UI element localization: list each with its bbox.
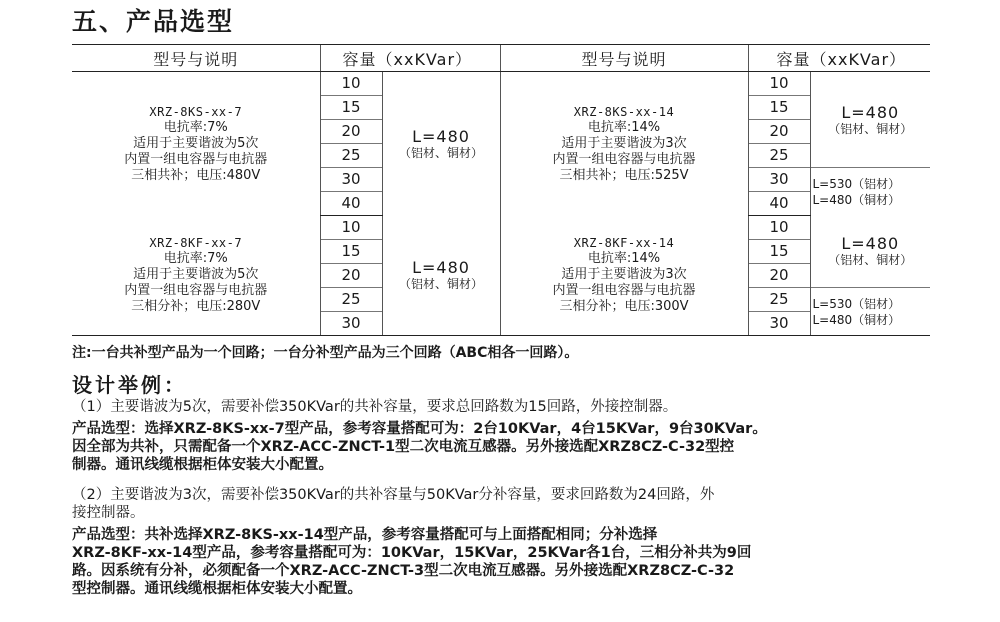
length-cell — [382, 216, 500, 336]
capacity-cell: 15 — [748, 96, 810, 120]
desc-line: 三相共补；电压:525V — [559, 167, 689, 183]
desc-line: 电抗率:7% — [163, 251, 228, 267]
header-model-right: 型号与说明 — [500, 45, 748, 72]
capacity-cell: 15 — [320, 240, 382, 264]
model-code: XRZ-8KF-xx-14 — [573, 236, 675, 251]
material-text: （铝材、铜材） — [398, 277, 483, 292]
paragraph-line: 型控制器。通讯线缆根据柜体安装大小配置。 — [72, 581, 362, 597]
paragraph-line: 接控制器。 — [72, 505, 145, 521]
paragraph-line: 制器。通讯线缆根据柜体安装大小配置。 — [72, 457, 333, 473]
capacity-cell: 40 — [748, 192, 810, 216]
paragraph-line: 产品选型：共补选择XRZ-8KS-xx-14型产品，参考容量搭配可与上面搭配相同；分补选择 — [72, 527, 658, 543]
capacity-cell: 30 — [320, 168, 382, 192]
alt-length-cell — [810, 288, 930, 336]
length-value: L=480 — [412, 258, 470, 278]
model-description-cell — [500, 216, 748, 336]
desc-line: 适用于主要谐波为3次 — [561, 135, 687, 151]
desc-line: 适用于主要谐波为3次 — [561, 267, 687, 283]
length-value: L=480 — [841, 234, 900, 254]
length-value: L=480 — [841, 102, 900, 122]
header-capacity-left: 容量（xxKVar） — [320, 45, 500, 72]
header-model-left: 型号与说明 — [72, 45, 320, 72]
desc-line: 三相分补；电压:300V — [559, 299, 689, 315]
capacity-cell: 20 — [748, 264, 810, 288]
paragraph-line: （2）主要谐波为3次，需要补偿350KVar的共补容量与50KVar分补容量，要求回路数为24回路，外 — [72, 487, 715, 503]
table-header-row — [72, 45, 930, 72]
capacity-cell: 25 — [748, 144, 810, 168]
paragraph-line: 因全部为共补，只需配备一个XRZ-ACC-ZNCT-1型二次电流互感器。另外接选配XRZ8CZ-C-32型控 — [72, 439, 735, 455]
desc-line: 电抗率:7% — [163, 119, 228, 135]
desc-line: 内置一组电容器与电抗器 — [124, 151, 268, 167]
capacity-cell: 20 — [320, 120, 382, 144]
material-text: （铝材、铜材） — [828, 121, 913, 136]
capacity-cell: 30 — [320, 312, 382, 336]
alt-length-line: L=530（铝材） — [812, 176, 901, 191]
desc-line: 适用于主要谐波为5次 — [133, 135, 259, 151]
material-text: （铝材、铜材） — [398, 145, 483, 160]
model-description-cell — [72, 216, 320, 336]
example-2-requirement — [72, 486, 942, 522]
capacity-cell: 25 — [320, 288, 382, 312]
length-cell — [382, 72, 500, 216]
capacity-cell: 20 — [320, 264, 382, 288]
table-row — [72, 216, 930, 240]
desc-line: 电抗率:14% — [587, 119, 661, 135]
product-spec-table — [72, 44, 930, 336]
header-capacity-right: 容量（xxKVar） — [748, 45, 930, 72]
paragraph-line: 路。因系统有分补，必须配备一个XRZ-ACC-ZNCT-3型二次电流互感器。另外接选配XRZ8CZ-C-32 — [72, 563, 735, 579]
model-code: XRZ-8KS-xx-7 — [149, 104, 243, 119]
capacity-cell: 25 — [748, 288, 810, 312]
alt-length-line: L=530（铝材） — [812, 296, 901, 311]
capacity-cell: 15 — [748, 240, 810, 264]
table-row — [72, 72, 930, 96]
desc-line: 三相共补；电压:480V — [131, 167, 261, 183]
desc-line: 内置一组电容器与电抗器 — [552, 151, 696, 167]
capacity-cell: 10 — [748, 216, 810, 240]
alt-length-line: L=480（铜材） — [812, 312, 901, 327]
design-example-heading: 设计举例： — [72, 373, 187, 397]
table-note: 注:一台共补型产品为一个回路；一台分补型产品为三个回路（ABC相各一回路）。 — [72, 345, 579, 361]
capacity-cell: 10 — [320, 72, 382, 96]
desc-line: 内置一组电容器与电抗器 — [552, 283, 696, 299]
model-code: XRZ-8KF-xx-7 — [149, 236, 243, 251]
example-1-selection — [72, 420, 942, 474]
model-description-cell — [72, 72, 320, 216]
capacity-cell: 10 — [320, 216, 382, 240]
capacity-cell: 15 — [320, 96, 382, 120]
desc-line: 电抗率:14% — [587, 251, 661, 267]
example-2-selection — [72, 526, 942, 598]
length-cell — [810, 216, 930, 288]
model-code: XRZ-8KS-xx-14 — [573, 104, 675, 119]
desc-line: 内置一组电容器与电抗器 — [124, 283, 268, 299]
capacity-cell: 25 — [320, 144, 382, 168]
capacity-cell: 10 — [748, 72, 810, 96]
capacity-cell: 20 — [748, 120, 810, 144]
desc-line: 适用于主要谐波为5次 — [133, 267, 259, 283]
paragraph-line: （1）主要谐波为5次，需要补偿350KVar的共补容量，要求总回路数为15回路，外接控制器。 — [72, 399, 678, 415]
example-1-requirement — [72, 398, 942, 416]
paragraph-line: 产品选型：选择XRZ-8KS-xx-7型产品，参考容量搭配可为：2台10KVar，4台15KVar，9台30KVar。 — [72, 421, 767, 437]
capacity-cell: 30 — [748, 168, 810, 192]
section-title: 五、产品选型 — [72, 7, 235, 36]
desc-line: 三相分补；电压:280V — [131, 299, 261, 315]
capacity-cell: 40 — [320, 192, 382, 216]
model-description-cell — [500, 72, 748, 216]
paragraph-line: XRZ-8KF-xx-14型产品，参考容量搭配可为：10KVar，15KVar，25KVar各1台，三相分补共为9回 — [72, 545, 752, 561]
length-value: L=480 — [412, 126, 470, 146]
length-cell — [810, 72, 930, 168]
alt-length-cell — [810, 168, 930, 216]
capacity-cell: 30 — [748, 312, 810, 336]
alt-length-line: L=480（铜材） — [812, 192, 901, 207]
material-text: （铝材、铜材） — [828, 253, 913, 268]
